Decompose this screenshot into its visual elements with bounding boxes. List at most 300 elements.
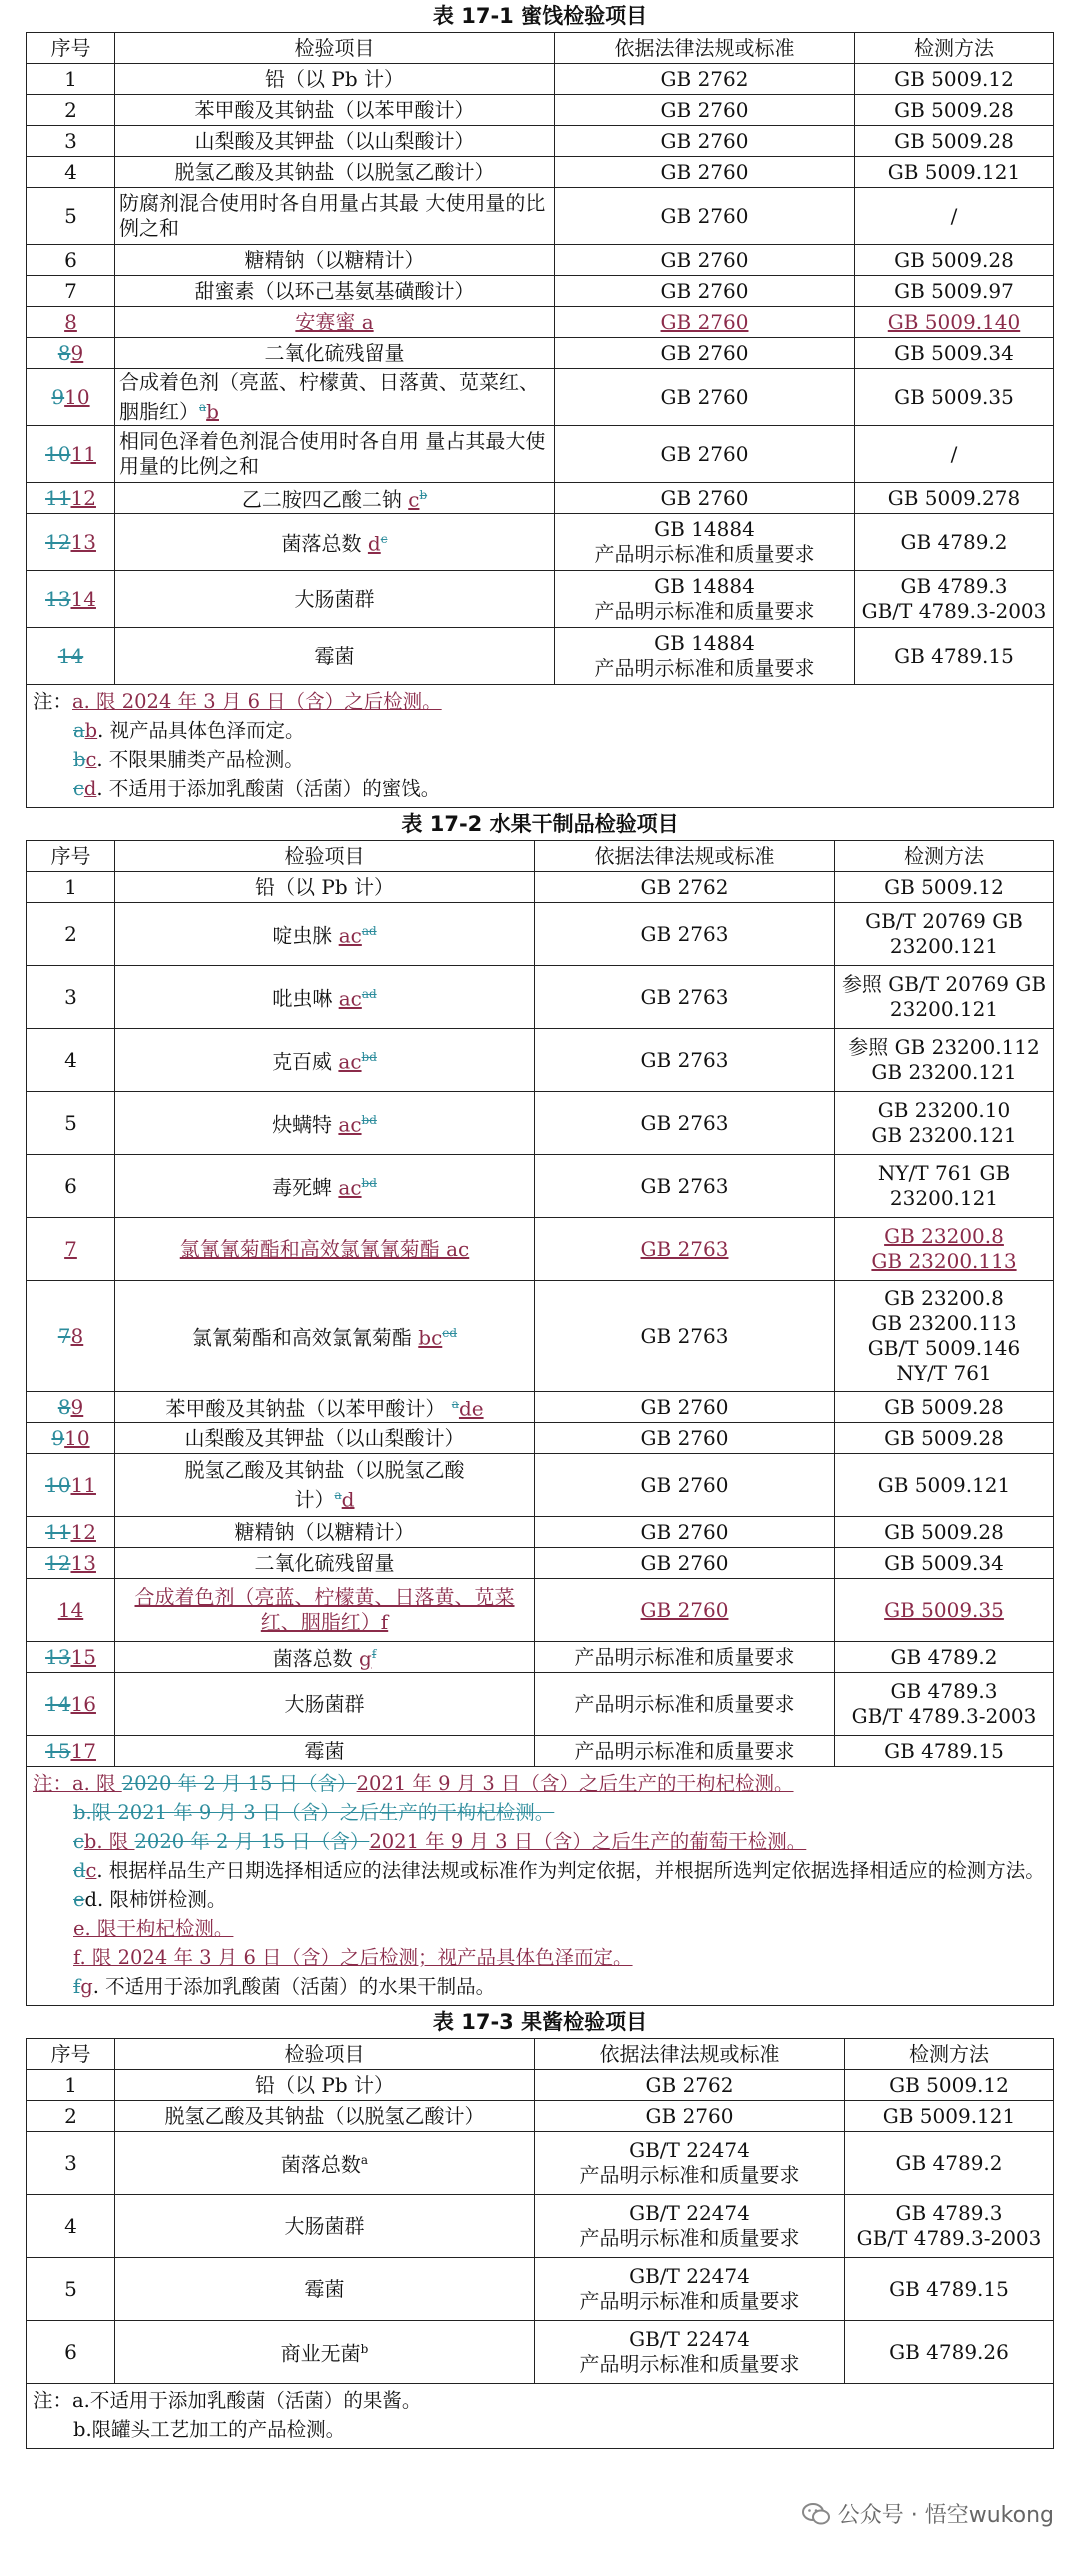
row-method — [835, 1155, 1054, 1218]
table1-header — [27, 33, 1054, 64]
deleted-number: 13 — [45, 1644, 71, 1669]
table-row-inserted — [27, 1218, 1054, 1281]
row-method — [835, 1281, 1054, 1392]
row-basis: GB 2760 — [555, 188, 855, 245]
row-basis: GB 2760 — [555, 95, 855, 126]
row-no: 5 — [27, 1092, 115, 1155]
row-method: GB 4789.15 — [835, 1736, 1054, 1767]
row-no: 8 — [27, 307, 115, 338]
row-no: 4 — [27, 157, 115, 188]
table-row — [27, 126, 1054, 157]
note-deleted: 2020 年 2 月 15 日（含） — [134, 1830, 370, 1853]
row-item — [115, 1642, 535, 1673]
table-row — [27, 1517, 1054, 1548]
note-prefix: 注： — [33, 690, 73, 713]
inserted-number: 8 — [70, 1323, 84, 1348]
inserted-number: 10 — [64, 1425, 90, 1450]
table-row — [27, 95, 1054, 126]
table1-title: 表 17-1 蜜饯检验项目 — [432, 4, 648, 28]
method-line: 参照 GB/T 20769 GB — [841, 972, 1047, 996]
row-method: / — [855, 426, 1054, 483]
method-line: 23200.121 — [889, 934, 999, 958]
basis-line: GB 14884 — [654, 631, 755, 655]
table2 — [26, 840, 1054, 1767]
table-row — [27, 903, 1054, 966]
method-line: GB 23200.121 — [871, 1060, 1017, 1084]
inserted-footnote: ac — [338, 1175, 362, 1200]
table-row — [27, 369, 1054, 426]
table2-title: 表 17-2 水果干制品检验项目 — [401, 812, 679, 836]
deleted-footnote: a — [334, 1487, 342, 1502]
table-row — [27, 1392, 1054, 1423]
row-basis — [555, 514, 855, 571]
table-row — [27, 338, 1054, 369]
row-basis: GB 2763 — [535, 1092, 835, 1155]
inserted-number: 16 — [70, 1691, 96, 1716]
deleted-number: 9 — [51, 1425, 65, 1450]
deleted-number: 14 — [45, 1691, 71, 1716]
row-method: / — [855, 188, 1054, 245]
item-text: 合成着色剂（亮蓝、柠檬黄、日落黄、苋菜红、胭脂红） — [119, 369, 539, 424]
row-no: 3 — [27, 2132, 115, 2195]
basis-line: GB 14884 — [654, 574, 755, 598]
table-row — [27, 1423, 1054, 1454]
row-no: 5 — [27, 188, 115, 245]
col-no: 序号 — [27, 33, 115, 64]
deleted-number: 11 — [45, 485, 71, 510]
note-line: 注：a.不适用于添加乳酸菌（活菌）的果酱。 — [33, 2389, 422, 2412]
row-item: 大肠菌群 — [115, 1673, 535, 1736]
inserted-number: 12 — [70, 485, 96, 510]
row-method: GB 5009.34 — [855, 338, 1054, 369]
row-item — [115, 1281, 535, 1392]
deleted-footnote: bd — [361, 1176, 377, 1191]
table-row-inserted — [27, 1579, 1054, 1642]
table3 — [26, 2038, 1054, 2384]
col-basis: 依据法律法规或标准 — [535, 2039, 845, 2070]
deleted-number: 7 — [57, 1323, 71, 1348]
row-no: 1 — [27, 64, 115, 95]
table-row — [27, 64, 1054, 95]
row-item: 二氧化硫残留量 — [115, 1548, 535, 1579]
row-basis: GB 2760 — [555, 157, 855, 188]
row-method — [835, 1673, 1054, 1736]
method-line: NY/T 761 — [896, 1361, 992, 1385]
row-item — [115, 1155, 535, 1218]
item-text: 商业无菌 — [280, 2341, 361, 2366]
row-basis: GB 2760 — [555, 338, 855, 369]
deleted-footnote: ed — [442, 1326, 458, 1341]
note-text: . 视产品具体色泽而定。 — [97, 719, 305, 742]
row-method: GB 5009.12 — [855, 64, 1054, 95]
table-row — [27, 483, 1054, 514]
row-no: 1 — [27, 872, 115, 903]
inserted-footnote: ac — [338, 1112, 362, 1137]
row-method — [845, 2195, 1054, 2258]
row-item: 铅（以 Pb 计） — [115, 64, 555, 95]
row-item — [115, 1454, 535, 1517]
note-inserted: b — [84, 719, 98, 742]
row-basis — [535, 2258, 845, 2321]
row-no: 7 — [27, 276, 115, 307]
inserted-footnote: g — [359, 1646, 372, 1671]
note-line — [33, 1769, 1047, 1798]
table-row — [27, 966, 1054, 1029]
deleted-number: 12 — [45, 529, 71, 554]
table-row — [27, 1029, 1054, 1092]
row-item: 霉菌 — [115, 628, 555, 685]
note-inserted: b. 限 — [83, 1830, 135, 1853]
basis-line: 产品明示标准和质量要求 — [594, 656, 815, 680]
row-basis: GB 2762 — [535, 2070, 845, 2101]
row-no — [27, 1517, 115, 1548]
row-method: GB 5009.28 — [835, 1517, 1054, 1548]
method-line: GB/T 4789.3-2003 — [856, 2226, 1042, 2250]
footnote-mark: b — [360, 2342, 369, 2357]
row-basis: GB 2763 — [535, 1281, 835, 1392]
method-line: GB/T 20769 GB — [865, 909, 1023, 933]
row-basis — [535, 2195, 845, 2258]
row-item — [115, 1092, 535, 1155]
row-basis: 产品明示标准和质量要求 — [535, 1642, 835, 1673]
row-no: 6 — [27, 245, 115, 276]
col-method: 检测方法 — [845, 2039, 1054, 2070]
table-row — [27, 1092, 1054, 1155]
row-method — [835, 903, 1054, 966]
row-no — [27, 1642, 115, 1673]
method-line: NY/T 761 GB — [877, 1161, 1011, 1185]
row-item — [115, 514, 555, 571]
row-basis: GB 2760 — [535, 1454, 835, 1517]
row-basis: GB 2760 — [555, 483, 855, 514]
footnote-mark: a — [360, 2153, 369, 2168]
row-basis: GB 2760 — [555, 276, 855, 307]
row-method: GB 5009.12 — [835, 872, 1054, 903]
deleted-footnote: ad — [361, 924, 377, 939]
row-no: 14 — [27, 1579, 115, 1642]
item-text: 菌落总数 — [281, 531, 362, 556]
col-basis: 依据法律法规或标准 — [535, 841, 835, 872]
row-item — [115, 369, 555, 426]
col-basis: 依据法律法规或标准 — [555, 33, 855, 64]
row-item: 脱氢乙酸及其钠盐（以脱氢乙酸计） — [115, 157, 555, 188]
row-basis: GB 2763 — [535, 1029, 835, 1092]
method-line: GB/T 4789.3-2003 — [861, 599, 1047, 623]
row-no: 4 — [27, 2195, 115, 2258]
row-method — [835, 1029, 1054, 1092]
row-basis: 产品明示标准和质量要求 — [535, 1673, 835, 1736]
table-row — [27, 2195, 1054, 2258]
method-line: 参照 GB 23200.112 — [848, 1035, 1040, 1059]
basis-line: 产品明示标准和质量要求 — [579, 2226, 800, 2250]
table1-notes — [26, 685, 1054, 808]
row-method — [835, 1092, 1054, 1155]
row-item — [115, 483, 555, 514]
inserted-number: 15 — [70, 1644, 96, 1669]
row-basis: GB 2762 — [535, 872, 835, 903]
row-item: 氯氰氰菊酯和高效氯氰氰菊酯 ac — [115, 1218, 535, 1281]
row-no — [27, 1548, 115, 1579]
note-line — [33, 1943, 1047, 1972]
table-row — [27, 276, 1054, 307]
row-basis: GB 2763 — [535, 1155, 835, 1218]
deleted-number: 8 — [57, 340, 71, 365]
row-item: 铅（以 Pb 计） — [115, 872, 535, 903]
deleted-footnote: bd — [361, 1050, 377, 1065]
row-no — [27, 426, 115, 483]
row-item — [115, 1029, 535, 1092]
inserted-number: 17 — [70, 1738, 96, 1763]
row-basis: GB 2760 — [535, 1517, 835, 1548]
inserted-number: 13 — [70, 529, 96, 554]
table-row-inserted — [27, 307, 1054, 338]
item-text: 啶虫脒 — [272, 923, 333, 948]
basis-line: GB/T 22474 — [629, 2201, 750, 2225]
row-no: 6 — [27, 1155, 115, 1218]
note-line — [33, 687, 1047, 716]
item-text: 氯氰菊酯和高效氯氰菊酯 — [191, 1325, 412, 1350]
note-inserted: 注：a. 限 — [33, 1772, 122, 1795]
row-no — [27, 369, 115, 426]
row-no — [27, 514, 115, 571]
row-basis: GB 2760 — [555, 245, 855, 276]
row-no — [27, 338, 115, 369]
inserted-footnote: ac — [338, 923, 362, 948]
note-text: . 不适用于添加乳酸菌（活菌）的水果干制品。 — [92, 1975, 496, 1998]
row-item: 大肠菌群 — [115, 2195, 535, 2258]
deleted-number: 15 — [45, 1738, 71, 1763]
row-no — [27, 571, 115, 628]
row-method: GB 4789.2 — [855, 514, 1054, 571]
row-basis: GB 2760 — [535, 1548, 835, 1579]
note-deleted: 2020 年 2 月 15 日（含） — [121, 1772, 357, 1795]
row-item: 相同色泽着色剂混合使用时各自用 量占其最大使用量的比例之和 — [115, 426, 555, 483]
deleted-number: 10 — [45, 441, 71, 466]
item-text: 克百威 — [272, 1049, 333, 1074]
row-item: 霉菌 — [115, 1736, 535, 1767]
row-basis: GB 2760 — [535, 1579, 835, 1642]
row-item: 甜蜜素（以环己基氨基磺酸计） — [115, 276, 555, 307]
note-deleted: c — [73, 777, 84, 800]
row-basis: GB 2760 — [555, 426, 855, 483]
row-no: 4 — [27, 1029, 115, 1092]
col-item: 检验项目 — [115, 33, 555, 64]
table3-title: 表 17-3 果酱检验项目 — [432, 2010, 648, 2034]
row-method — [855, 571, 1054, 628]
row-basis: GB 2763 — [535, 1218, 835, 1281]
col-method: 检测方法 — [835, 841, 1054, 872]
row-item: 二氧化硫残留量 — [115, 338, 555, 369]
row-method: GB 5009.121 — [855, 157, 1054, 188]
row-no — [27, 1281, 115, 1392]
row-no: 1 — [27, 2070, 115, 2101]
note-line: b.限罐头工艺加工的产品检测。 — [73, 2418, 346, 2441]
row-item: 山梨酸及其钾盐（以山梨酸计） — [115, 126, 555, 157]
note-deleted: a — [73, 719, 85, 742]
deleted-number: 9 — [51, 384, 65, 409]
row-basis — [555, 628, 855, 685]
method-line: GB 4789.3 — [900, 574, 1008, 598]
method-line: 23200.121 — [889, 1186, 999, 1210]
note-deleted: d — [73, 1859, 86, 1882]
col-method: 检测方法 — [855, 33, 1054, 64]
table-row — [27, 2321, 1054, 2384]
row-method: GB 4789.15 — [845, 2258, 1054, 2321]
row-basis: GB 2763 — [535, 903, 835, 966]
table-row — [27, 188, 1054, 245]
inserted-number: 11 — [70, 1472, 96, 1497]
note-deleted: c — [73, 1830, 84, 1853]
item-text: 计） — [294, 1487, 335, 1512]
table-row — [27, 1281, 1054, 1392]
wechat-icon — [802, 2503, 830, 2525]
note-line — [33, 1885, 1047, 1914]
inserted-footnote: c — [408, 487, 420, 512]
deleted-footnote: c — [380, 532, 388, 547]
note-inserted: a. 限 2024 年 3 月 6 日（含）之后检测。 — [72, 690, 442, 713]
item-text: 菌落总数 — [272, 1646, 353, 1671]
row-no — [27, 1423, 115, 1454]
deleted-footnote: a — [199, 399, 207, 414]
row-method: GB 4789.26 — [845, 2321, 1054, 2384]
note-inserted: c — [85, 1859, 97, 1882]
row-basis: 产品明示标准和质量要求 — [535, 1736, 835, 1767]
table1 — [26, 32, 1054, 685]
row-item: 霉菌 — [115, 2258, 535, 2321]
table-row — [27, 1673, 1054, 1736]
row-item: 铅（以 Pb 计） — [115, 2070, 535, 2101]
row-method: GB 5009.140 — [855, 307, 1054, 338]
note-text: . 不适用于添加乳酸菌（活菌）的蜜饯。 — [96, 777, 441, 800]
note-line — [33, 1827, 1047, 1856]
basis-line: GB 14884 — [654, 517, 755, 541]
inserted-number: 13 — [70, 1550, 96, 1575]
item-text: 炔螨特 — [272, 1112, 333, 1137]
table-row — [27, 2101, 1054, 2132]
row-method: GB 5009.35 — [855, 369, 1054, 426]
table3-header — [27, 2039, 1054, 2070]
row-method: GB 5009.278 — [855, 483, 1054, 514]
table2-notes — [26, 1767, 1054, 2006]
row-no — [27, 628, 115, 685]
row-method: GB 5009.35 — [835, 1579, 1054, 1642]
row-item: 安赛蜜 a — [115, 307, 555, 338]
note-line — [33, 774, 1047, 803]
basis-line: 产品明示标准和质量要求 — [594, 599, 815, 623]
col-item: 检验项目 — [115, 841, 535, 872]
row-item — [115, 2321, 535, 2384]
row-method: GB 5009.28 — [855, 245, 1054, 276]
inserted-footnote: de — [458, 1396, 484, 1421]
note-text: . 不限果脯类产品检测。 — [96, 748, 304, 771]
row-basis — [535, 2321, 845, 2384]
row-item: 山梨酸及其钾盐（以山梨酸计） — [115, 1423, 535, 1454]
deleted-number: 13 — [45, 586, 71, 611]
row-no: 3 — [27, 966, 115, 1029]
row-basis: GB 2760 — [555, 126, 855, 157]
table-row — [27, 1155, 1054, 1218]
deleted-footnote: ad — [361, 987, 377, 1002]
note-line — [33, 716, 1047, 745]
row-method: GB 5009.28 — [855, 95, 1054, 126]
method-line: GB 23200.8 — [884, 1224, 1004, 1248]
row-no — [27, 1392, 115, 1423]
table2-header — [27, 841, 1054, 872]
row-method: GB 5009.121 — [845, 2101, 1054, 2132]
note-line — [33, 745, 1047, 774]
deleted-footnote: a — [451, 1397, 459, 1412]
row-item — [115, 966, 535, 1029]
inserted-number: 9 — [70, 1394, 84, 1419]
method-line: 23200.121 — [889, 997, 999, 1021]
inserted-footnote: d — [341, 1487, 355, 1512]
table3-notes — [26, 2384, 1054, 2449]
row-no: 2 — [27, 903, 115, 966]
row-no: 5 — [27, 2258, 115, 2321]
row-basis: GB 2760 — [535, 1423, 835, 1454]
row-no — [27, 483, 115, 514]
watermark-text: 公众号 · 悟空wukong — [837, 2503, 1054, 2528]
inserted-footnote: ac — [338, 986, 362, 1011]
note-deleted: f — [73, 1975, 81, 1998]
item-text: 毒死蜱 — [272, 1175, 333, 1200]
row-method: GB 5009.12 — [845, 2070, 1054, 2101]
basis-line: 产品明示标准和质量要求 — [579, 2352, 800, 2376]
inserted-number: 11 — [70, 441, 96, 466]
item-line: 脱氢乙酸及其钠盐（以脱氢乙酸 — [184, 1457, 465, 1482]
row-basis: GB 2760 — [535, 1392, 835, 1423]
deleted-footnote: b — [419, 488, 428, 503]
table-row — [27, 157, 1054, 188]
note-line — [33, 1798, 1047, 1827]
table-row — [27, 1642, 1054, 1673]
row-basis: GB 2760 — [555, 307, 855, 338]
note-line — [33, 1914, 1047, 1943]
deleted-number: 12 — [45, 1550, 71, 1575]
note-inserted: 2021 年 9 月 3 日（含）之后生产的干枸杞检测。 — [356, 1772, 794, 1795]
note-line — [33, 1856, 1047, 1885]
table-row — [27, 1736, 1054, 1767]
basis-line: GB/T 22474 — [629, 2327, 750, 2351]
row-no: 2 — [27, 95, 115, 126]
basis-line: 产品明示标准和质量要求 — [594, 542, 815, 566]
note-inserted: f. 限 2024 年 3 月 6 日（含）之后检测；视产品具体色泽而定。 — [73, 1946, 633, 1969]
row-no: 6 — [27, 2321, 115, 2384]
table-row — [27, 426, 1054, 483]
row-basis: GB 2760 — [535, 2101, 845, 2132]
row-method: GB 5009.28 — [835, 1423, 1054, 1454]
row-method: GB 4789.2 — [845, 2132, 1054, 2195]
row-no: 3 — [27, 126, 115, 157]
deleted-footnote: bd — [361, 1113, 377, 1128]
table-row — [27, 245, 1054, 276]
method-line: GB 4789.3 — [895, 2201, 1003, 2225]
note-text: . 根据样品生产日期选择相适应的法律法规或标准作为判定依据，并根据所选判定依据选择相适应的检测方法。 — [96, 1859, 1045, 1882]
note-deleted: b — [73, 748, 86, 771]
inserted-footnote: b — [206, 399, 219, 424]
inserted-number: 12 — [70, 1519, 96, 1544]
item-line — [119, 1483, 530, 1513]
deleted-footnote: f — [371, 1647, 377, 1662]
table-row — [27, 1548, 1054, 1579]
table-row — [27, 628, 1054, 685]
watermark — [802, 2498, 1054, 2529]
note-inserted: c — [85, 748, 97, 771]
method-line: GB 23200.121 — [871, 1123, 1017, 1147]
row-no — [27, 1454, 115, 1517]
row-method — [835, 966, 1054, 1029]
row-method: GB 4789.15 — [855, 628, 1054, 685]
